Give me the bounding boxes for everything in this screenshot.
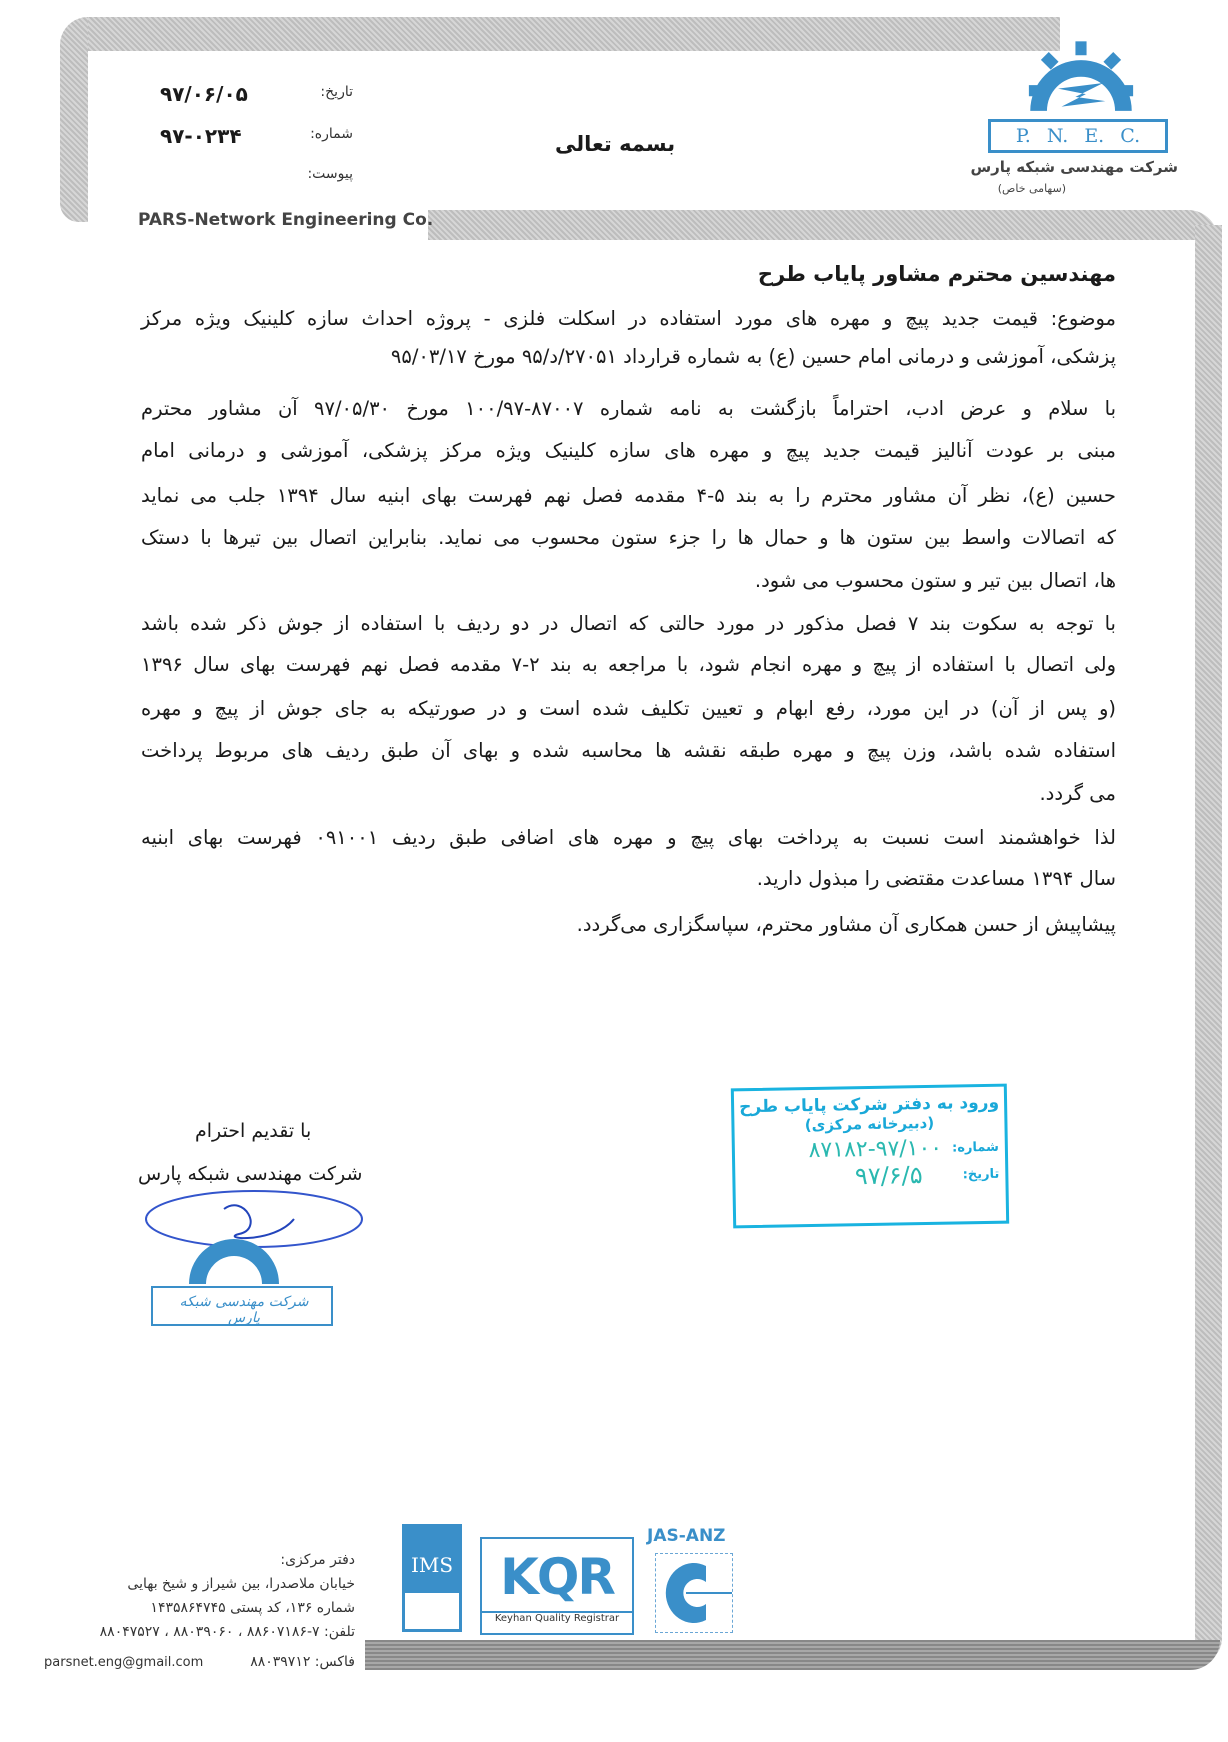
body-line: ها، اتصال بین تیر و ستون محسوب می شود. <box>754 569 1116 592</box>
number-value: ۹۷-۰۲۳۴ <box>160 124 242 148</box>
frame-right <box>1195 225 1222 1665</box>
kqr-caption: Keyhan Quality Registrar <box>482 1611 632 1624</box>
stamp-date-value: ۹۷/۶/۵ <box>854 1161 923 1191</box>
ims-cert-logo <box>402 1524 462 1632</box>
stamp-subtitle: (دبیرخانه مرکزی) <box>804 1113 935 1135</box>
stamp-date-label: تاریخ: <box>962 1166 1000 1182</box>
body-line: ولی اتصال با استفاده از پیچ و مهره انجام شود، با مراجعه به بند ۲-۷ مقدمه فصل نهم فهرست بهای سال ۱۳۹۶ <box>141 653 1117 676</box>
footer-address <box>100 1548 355 1644</box>
signature-company: شرکت مهندسی شبکه پارس <box>138 1163 363 1185</box>
date-value: ۹۷/۰۶/۰۵ <box>160 82 248 106</box>
stamp-title: ورود به دفتر شرکت پایاب طرح <box>738 1092 1000 1118</box>
stamp-number-label: شماره: <box>951 1139 999 1156</box>
fax: فاکس: ۸۸۰۳۹۷۱۲ <box>250 1654 355 1670</box>
frame-mid <box>428 210 1218 240</box>
body-line: که اتصالات واسط بین ستون ها و حمال ها را جزء ستون محسوب می نماید. بنابراین اتصال بین تیرها با دستک <box>141 526 1116 549</box>
body-line: پزشکی، آموزشی و درمانی امام حسین (ع) به شماره قرارداد ۲۷۰۵۱/د/۹۵ مورخ ۹۵/۰۳/۱۷ <box>390 345 1116 368</box>
body-line: سال ۱۳۹۴ مساعدت مقتضی را مبذول دارید. <box>756 867 1116 890</box>
jas-anz-logo <box>655 1553 733 1633</box>
company-logo <box>988 33 1174 151</box>
ims-text: IMS <box>410 1553 454 1577</box>
closing: با تقدیم احترام <box>195 1120 312 1142</box>
gear-logo-icon <box>988 33 1174 115</box>
receipt-stamp <box>731 1084 1009 1229</box>
recipient: مهندسین محترم مشاور پایاب طرح <box>757 262 1116 286</box>
body-line: لذا خواهشمند است نسبت به پرداخت بهای پیچ و مهره های اضافی طبق ردیف ۰۹۱۰۰۱ فهرست بهای ابنیه <box>141 826 1117 849</box>
kqr-text: KQR <box>500 1548 614 1606</box>
body-line: با سلام و عرض ادب، احتراماً بازگشت به نامه شماره ۸۷۰۰۷-۱۰۰/۹۷ مورخ ۹۷/۰۵/۳۰ آن مشاور محترم <box>141 397 1117 420</box>
invocation: بسمه تعالی <box>555 132 676 156</box>
date-label: تاریخ: <box>320 84 353 100</box>
attachment-label: پیوست: <box>307 166 353 182</box>
company-seal <box>144 1189 366 1329</box>
jas-anz-c-icon <box>656 1554 732 1632</box>
frame-bottom <box>365 1640 1220 1670</box>
kqr-cert-logo <box>480 1537 634 1635</box>
number-label: شماره: <box>310 126 353 142</box>
phone: تلفن: ۷-۸۸۶۰۷۱۸۶ ، ۸۸۰۳۹۰۶۰ ، ۸۸۰۴۷۵۲۷ <box>99 1624 355 1640</box>
company-name-fa: شرکت مهندسی شبکه پارس <box>970 158 1178 176</box>
body-line: استفاده شده باشد، وزن پیچ و مهره طبقه نقشه ها محاسبه شده و بهای آن طبق ردیف های مربوط پرداخت <box>141 739 1116 762</box>
body-line: (و پس از آن) در این مورد، رفع ابهام و تعیین تکلیف شده است و در صورتیکه به جای جوش از پیچ و مهره <box>141 697 1116 720</box>
address: خیابان ملاصدرا، بین شیراز و شیخ بهایی <box>127 1576 355 1592</box>
jas-anz-label: JAS-ANZ <box>647 1526 726 1546</box>
body-line: می گردد. <box>1039 782 1116 805</box>
postal: شماره ۱۳۶، کد پستی ۱۴۳۵۸۶۴۷۴۵ <box>150 1600 355 1616</box>
office-label: دفتر مرکزی: <box>280 1552 355 1568</box>
body-line: موضوع: قیمت جدید پیچ و مهره های مورد استفاده در اسکلت فلزی - پروژه احداث سازه کلینیک ویژه مرکز <box>141 307 1116 330</box>
frame-top <box>60 17 1060 51</box>
email: parsnet.eng@gmail.com <box>44 1655 204 1670</box>
body-line: مبنی بر عودت آنالیز قیمت جدید پیچ و مهره های سازه کلینیک ویژه مرکز پزشکی، آموزشی و درمانی امام <box>141 439 1116 462</box>
body-line: با توجه به سکوت بند ۷ فصل مذکور در مورد حالتی که اتصال در دو ردیف با استفاده از جوش ذکر شده باشد <box>141 612 1116 635</box>
frame-left <box>60 17 88 222</box>
stamp-number-value: ۸۷۱۸۲-۹۷/۱۰۰ <box>808 1135 943 1164</box>
body-line: حسین (ع)، نظر آن مشاور محترم را به بند ۵-۴ مقدمه فصل نهم فهرست بهای ابنیه سال ۱۳۹۴ جلب می نماید <box>141 484 1116 507</box>
company-type: (سهامی خاص) <box>997 182 1066 195</box>
seal-text: شرکت مهندسی شبکه پارس <box>179 1294 309 1326</box>
company-name-en: PARS-Network Engineering Co. <box>138 210 434 230</box>
body-line: پیشاپیش از حسن همکاری آن مشاور محترم، سپاسگزاری می‌گردد. <box>576 913 1116 936</box>
logo-text: P. N. E. C. <box>988 119 1168 153</box>
